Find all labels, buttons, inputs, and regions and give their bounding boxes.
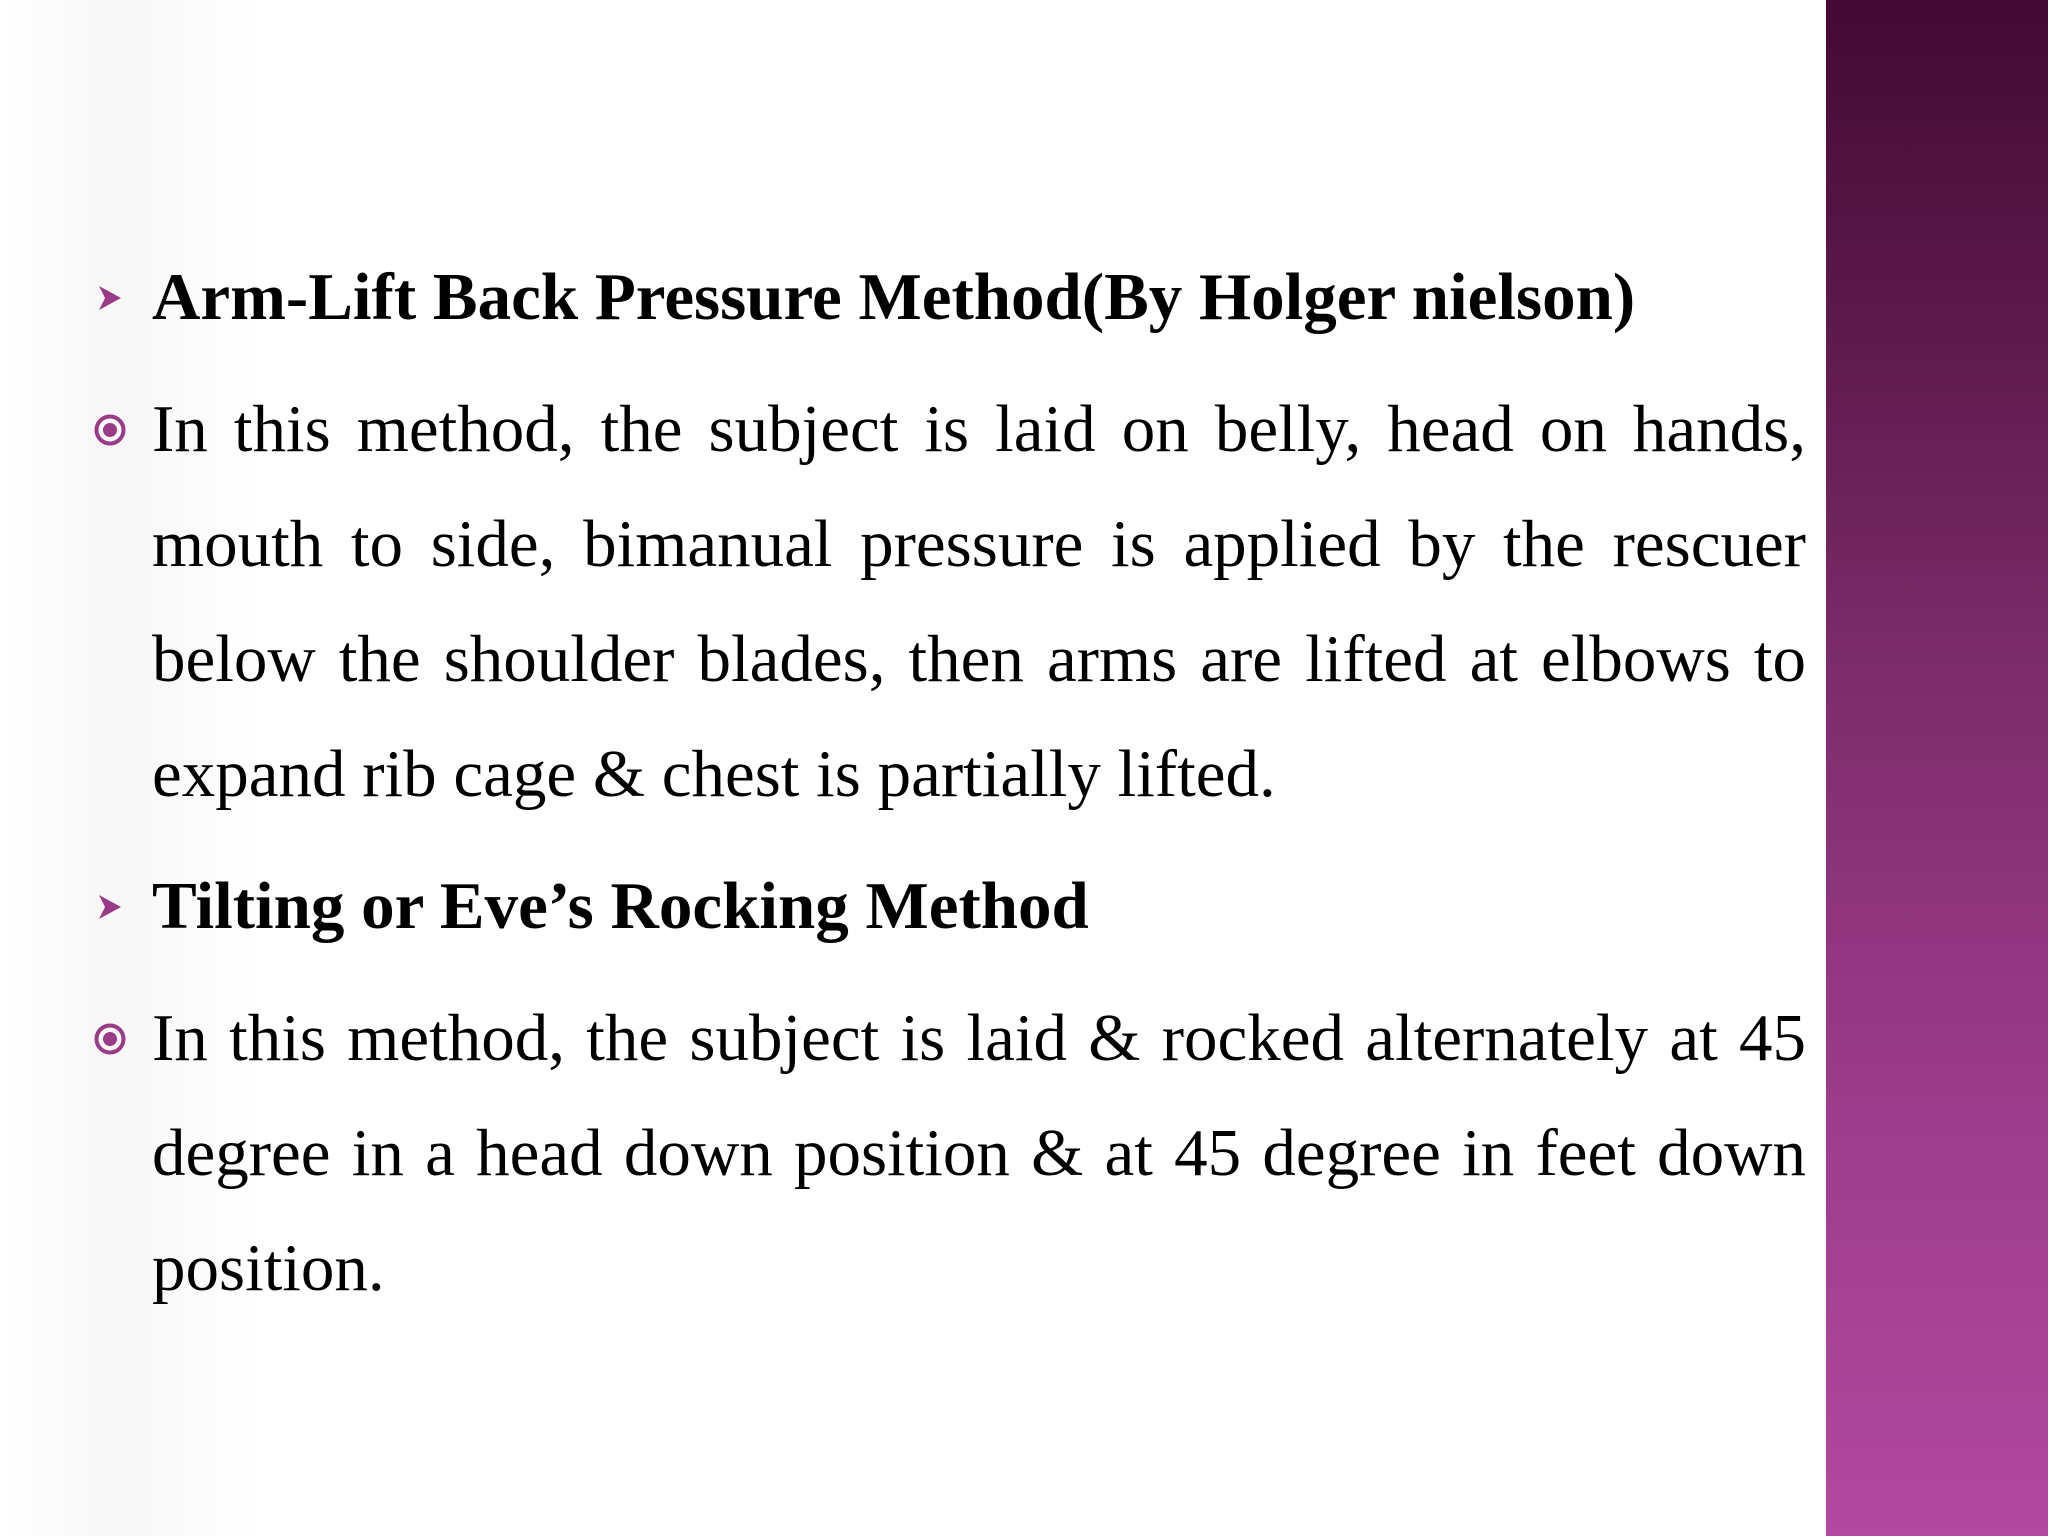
circle-dot-bullet-icon bbox=[90, 372, 130, 487]
bullet-paragraph-arm-lift bbox=[90, 372, 1806, 832]
bullet-heading-arm-lift bbox=[90, 240, 1806, 355]
arrowhead-bullet-icon bbox=[90, 240, 130, 355]
heading-text: Arm-Lift Back Pressure Method(By Holger nielson) bbox=[152, 260, 1636, 334]
paragraph-text: In this method, the subject is laid on belly, head on hands, mouth to side, bimanual pressure is applied by the rescuer below the shoulder blades, then arms are lifted at elbows to expand rib cage & chest is partially lifted. bbox=[152, 392, 1806, 811]
bullet-heading-tilting bbox=[90, 849, 1806, 964]
decorative-side-band bbox=[1826, 0, 2048, 1536]
circle-dot-bullet-icon bbox=[90, 981, 130, 1096]
arrowhead-bullet-icon bbox=[90, 849, 130, 964]
paragraph-text: In this method, the subject is laid & rocked alternately at 45 degree in a head down position & at 45 degree in feet down position. bbox=[152, 1001, 1806, 1305]
heading-text: Tilting or Eve’s Rocking Method bbox=[152, 869, 1089, 943]
bullet-paragraph-tilting bbox=[90, 981, 1806, 1326]
slide-content bbox=[90, 240, 1806, 1343]
